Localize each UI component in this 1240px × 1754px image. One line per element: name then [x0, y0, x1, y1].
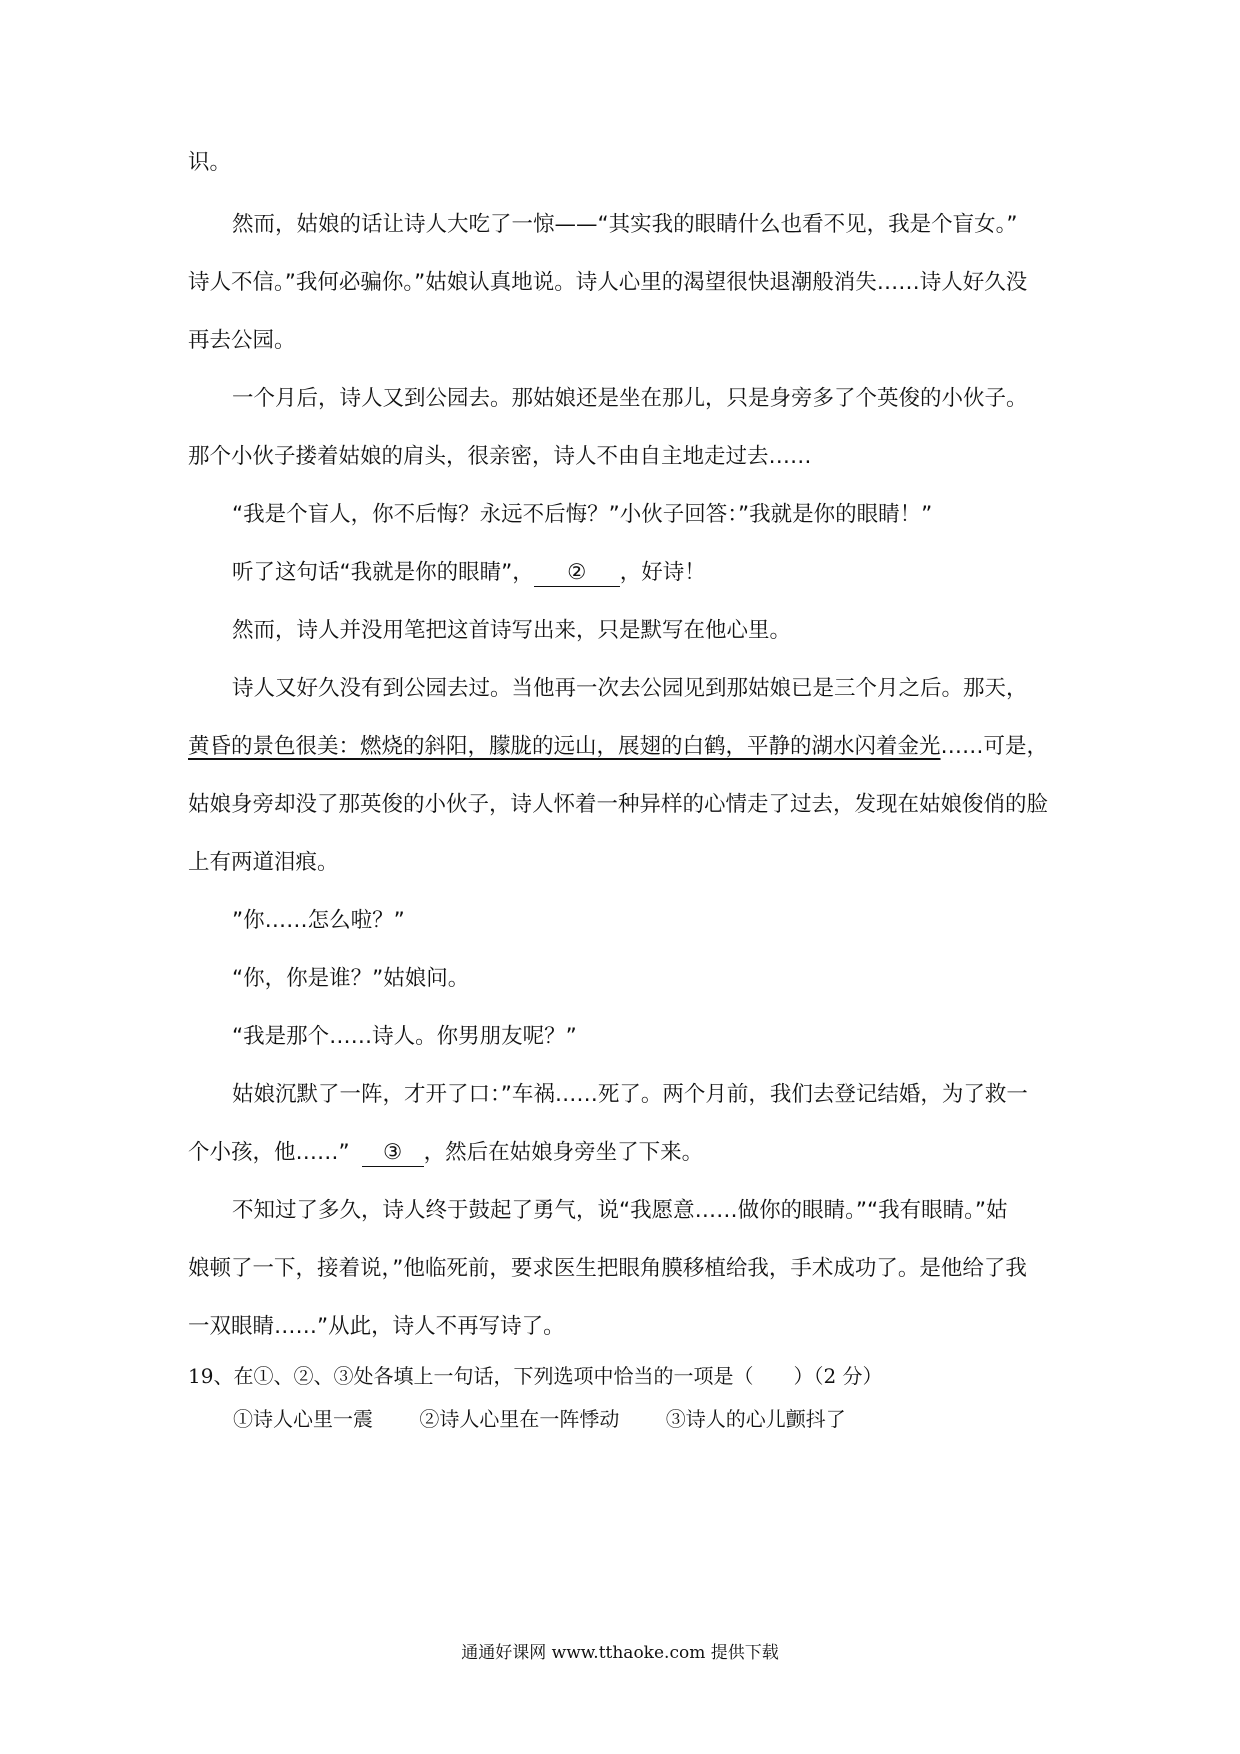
- paragraph-line: [188, 540, 1068, 606]
- fill-blank-3: ③: [362, 1140, 424, 1167]
- paragraph-line: 诗人不信。”我何必骗你。”姑娘认真地说。诗人心里的渴望很快退潮般消失……诗人好久没: [188, 270, 1028, 295]
- paragraph-line: 不知过了多久，诗人终于鼓起了勇气，说“我愿意……做你的眼睛。”“我有眼睛。”姑: [232, 1198, 1008, 1223]
- question-19: 19、在①、②、③处各填上一句话，下列选项中恰当的一项是（ ）（2 分）: [188, 1364, 883, 1388]
- text-segment: 个小孩，他……”: [188, 1140, 350, 1165]
- paragraph-line: 娘顿了一下，接着说，”他临死前，要求医生把眼角膜移植给我，手术成功了。是他给了我: [188, 1256, 1027, 1281]
- paragraph-line: [188, 1120, 1068, 1186]
- paragraph-line: 然而，姑娘的话让诗人大吃了一惊——“其实我的眼睛什么也看不见，我是个盲女。”: [232, 212, 1018, 237]
- fill-blank-2: ②: [534, 560, 620, 587]
- dialogue-line: “我是那个……诗人。你男朋友呢？”: [232, 1024, 577, 1049]
- paragraph-line: 再去公园。: [188, 328, 296, 353]
- text-segment: ，好诗！: [619, 560, 706, 585]
- paragraph-line: 一双眼睛……”从此，诗人不再写诗了。: [188, 1314, 565, 1339]
- dialogue-line: “你，你是谁？”姑娘问。: [232, 966, 470, 991]
- option-item: ①诗人心里一震: [233, 1407, 373, 1431]
- underlined-sentence: 黄昏的景色很美：燃烧的斜阳，朦胧的远山，展翅的白鹤，平静的湖水闪着金光: [188, 734, 941, 759]
- option-item: ③诗人的心儿颤抖了: [665, 1407, 846, 1431]
- paragraph-line: 那个小伙子搂着姑娘的肩头，很亲密，诗人不由自主地走过去……: [188, 444, 812, 469]
- question-options: [233, 1403, 886, 1432]
- paragraph-line: 然而，诗人并没用笔把这首诗写出来，只是默写在他心里。: [232, 618, 792, 643]
- paragraph-line: 诗人又好久没有到公园去过。当他再一次去公园见到那姑娘已是三个月之后。那天，: [232, 676, 1028, 701]
- dialogue-line: ”你……怎么啦？”: [232, 908, 405, 933]
- text-segment: ……可是，: [940, 734, 1049, 759]
- paragraph-line: 一个月后，诗人又到公园去。那姑娘还是坐在那儿，只是身旁多了个英俊的小伙子。: [232, 386, 1028, 411]
- paragraph-line: 上有两道泪痕。: [188, 850, 339, 875]
- paragraph-line: 姑娘沉默了一阵，才开了口：”车祸……死了。两个月前，我们去登记结婚，为了救一: [232, 1082, 1028, 1107]
- paragraph-line: [188, 714, 1068, 780]
- paragraph-fragment: 识。: [188, 150, 232, 175]
- page-footer: 通通好课网 www.tthaoke.com 提供下载: [461, 1643, 779, 1663]
- paragraph-line: 姑娘身旁却没了那英俊的小伙子，诗人怀着一种异样的心情走了过去，发现在姑娘俊俏的脸: [188, 792, 1049, 817]
- text-segment: ，然后在姑娘身旁坐了下来。: [423, 1140, 704, 1165]
- option-item: ②诗人心里在一阵悸动: [419, 1407, 620, 1431]
- dialogue-line: “我是个盲人，你不后悔？永远不后悔？”小伙子回答：”我就是你的眼睛！”: [232, 502, 933, 527]
- text-segment: 听了这句话“我就是你的眼睛”，: [232, 560, 534, 585]
